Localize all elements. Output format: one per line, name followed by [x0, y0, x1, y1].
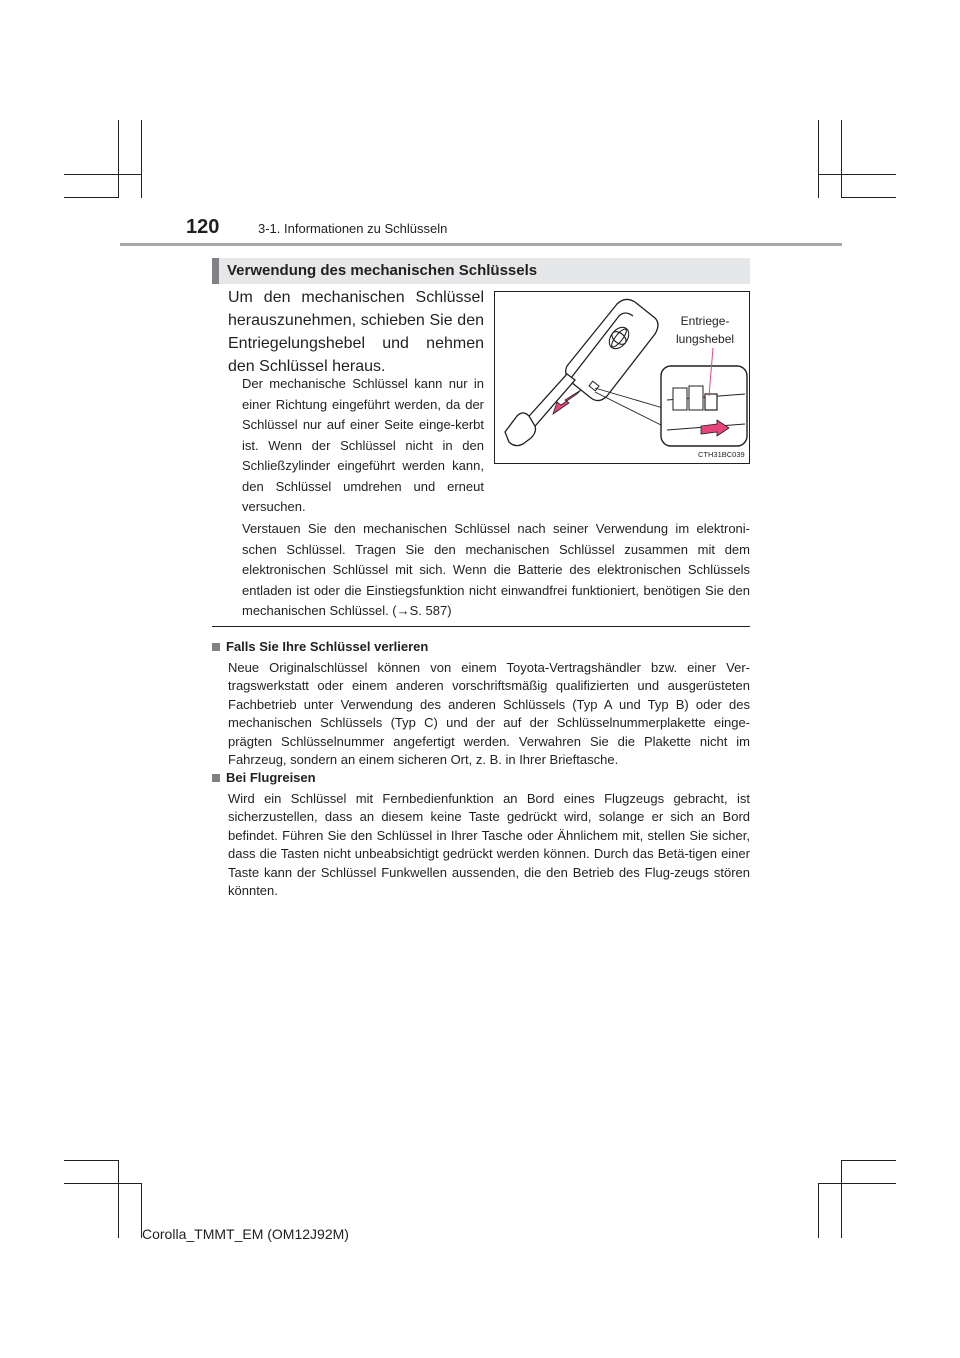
- air-travel-body: Wird ein Schlüssel mit Fernbedienfunktion an Bord eines Flugzeugs gebracht, ist sicherzustellen, dass an diesem keine Taste gedrückt wird, solange er sich an Bord befindet. Führen Sie den Schlüssel in Ihrer Tasche oder Ähnlichem mit, stellen Sie sicher, dass die Tasten nicht unbeabsichtigt gedrückt werden können. Durch das Betä-tigen einer Taste kann der Schlüssel Funkwellen aussenden, die den Betrieb des Flug-zeugs stören könnten.: [228, 791, 750, 899]
- page-number: 120: [186, 216, 220, 238]
- intro-paragraph: Um den mechanischen Schlüssel herauszunehmen, schieben Sie den Entriegelungshebel und nehmen den Schlüssel heraus.: [228, 289, 484, 375]
- chapter-title: 3-1. Informationen zu Schlüsseln: [258, 221, 448, 236]
- crop-mark: [841, 1160, 896, 1161]
- air-travel-heading: [212, 770, 316, 785]
- bullet-square-icon: [212, 643, 220, 651]
- crop-mark: [841, 120, 842, 198]
- lost-keys-heading: [212, 639, 428, 654]
- bullet-square-icon: [212, 774, 220, 782]
- crop-mark: [818, 1183, 896, 1184]
- crop-mark: [64, 197, 119, 198]
- crop-mark: [141, 120, 142, 198]
- release-lever-label: [676, 312, 734, 348]
- crop-mark: [118, 1160, 119, 1238]
- storage-note: Verstauen Sie den mechanischen Schlüssel nach seiner Verwendung im elektroni-schen Schlüssel. Tragen Sie den mechanischen Schlüssel zusammen mit dem elektronischen Schlüssel mit sich. Wenn die Batterie des elektronischen Schlüssels entladen ist oder die Einstiegsfunktion nicht einwandfrei funktioniert, benötigen Sie den mechanischen Schlüssel. (→S. 587): [242, 521, 750, 619]
- section-marker: [212, 258, 219, 284]
- crop-mark: [818, 120, 819, 198]
- crop-mark: [118, 120, 119, 198]
- crop-mark: [64, 1183, 142, 1184]
- crop-mark: [818, 174, 896, 175]
- section-heading-bar: [212, 258, 750, 284]
- footer-document-id: Corolla_TMMT_EM (OM12J92M): [142, 1226, 349, 1242]
- release-lever-label-line2: lungshebel: [676, 332, 735, 346]
- section-divider: [212, 626, 750, 627]
- key-direction-note: Der mechanische Schlüssel kann nur in einer Richtung eingeführt werden, da der Schlüssel nur auf einer Seite einge-kerbt ist. Wenn der Schlüssel nicht in den Schließzylinder eingeführt werden kann, den Schlüssel umdrehen und erneut versuchen.: [242, 376, 484, 514]
- section-title: Verwendung des mechanischen Schlüssels: [227, 262, 538, 279]
- lost-keys-heading-text: Falls Sie Ihre Schlüssel verlieren: [226, 639, 429, 654]
- header-rule: [120, 243, 842, 246]
- crop-mark: [841, 1160, 842, 1238]
- crop-mark: [64, 174, 142, 175]
- crop-mark: [818, 1183, 819, 1238]
- release-lever-label-line1: Entriege-: [680, 314, 730, 328]
- key-illustration: [494, 291, 750, 464]
- air-travel-heading-text: Bei Flugreisen: [226, 770, 316, 785]
- figure-code: CTH31BC039: [698, 450, 745, 459]
- crop-mark: [64, 1160, 119, 1161]
- crop-mark: [841, 197, 896, 198]
- lost-keys-body: Neue Originalschlüssel können von einem Toyota-Vertragshändler bzw. einer Ver-tragswerkstatt oder einem anderen vorschriftsmäßig qualifizierten und ausgerüsteten Fachbetrieb unter Verwendung des anderen Schlüssels (Typ A und Typ B) oder des mechanischen Schlüssels (Typ C) und der auf der Schlüsselnummerplakette einge-prägten Schlüsselnummer angefertigt werden. Verwahren Sie die Plakette nicht im Fahrzeug, sondern an einem sicheren Ort, z. B. in Ihrer Brieftasche.: [228, 660, 750, 768]
